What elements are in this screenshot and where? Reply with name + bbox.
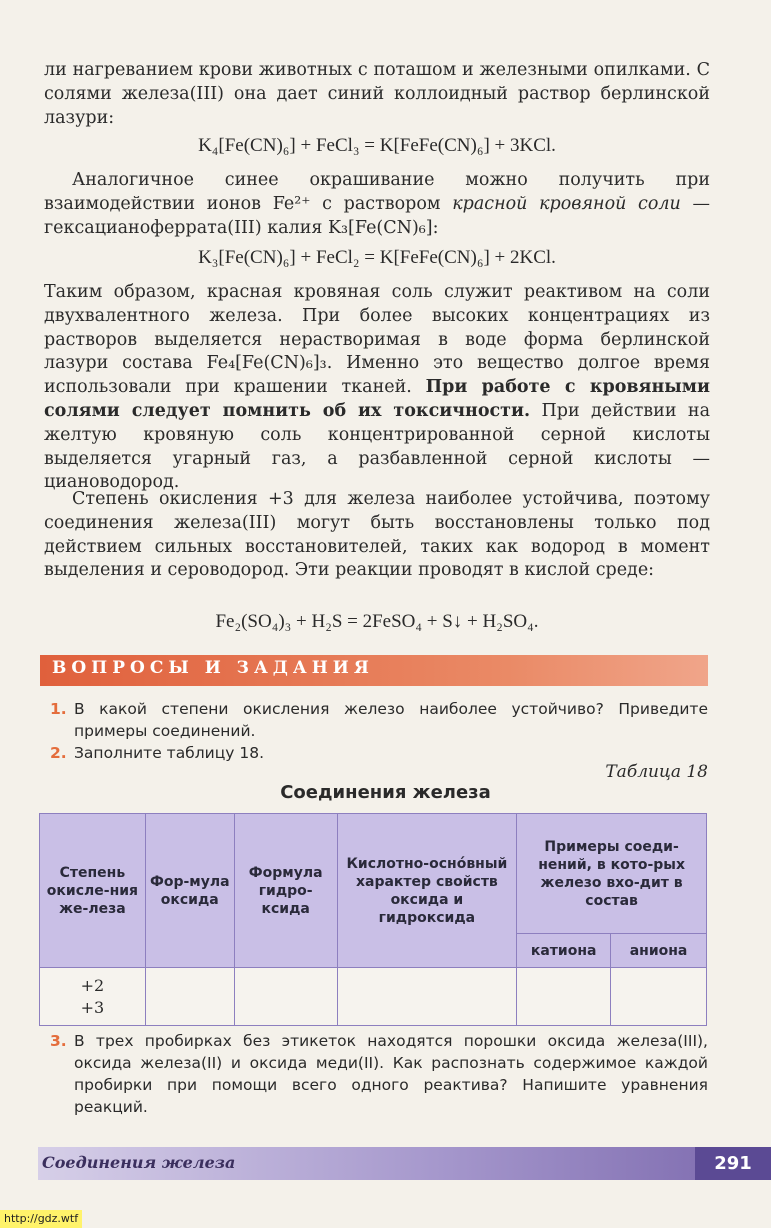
header-oxidation-state: Степень окисле-ния же-леза [40, 814, 146, 968]
paragraph-4-text: Степень окисления +3 для железа наиболее устойчива, поэтому соединения железа(III) могут быть восстановлены только под действием сильных восстановителей, таких как водород в момент выделения и сероводород. Эти реакции проводят в кислой среде: [44, 489, 710, 581]
question-1-number: 1. [50, 700, 67, 718]
compounds-table [39, 813, 707, 1026]
oxidation-state-2: +2 [80, 975, 105, 995]
header-cation: катиона [517, 934, 611, 968]
paragraph-3-part1: Таким образом, красная кровяная соль служит реактивом на соли двухвалентного железа. При более высоких концентрациях из растворов выделяется нерастворимая в воде форма берлинской лазури состава Fe₄[Fe(CN)₆]₃. Именно это вещество долгое время использовали при крашении тканей. [44, 282, 710, 398]
cell-anion [611, 968, 707, 1026]
cell-oxide-formula [145, 968, 234, 1026]
page-number: 291 [695, 1147, 771, 1180]
footer-bar [38, 1147, 771, 1180]
formula-3: Fe₂(SO₄)₃ + H₂S = 2FeSO₄ + S↓ + H₂SO₄. [215, 611, 539, 632]
paragraph-1 [44, 59, 710, 130]
oxidation-state-3: +3 [80, 997, 105, 1017]
header-examples: Примеры соеди-нений, в кото-рых железо вхо-дит в состав [517, 814, 707, 934]
cell-cation [517, 968, 611, 1026]
paragraph-4 [44, 488, 710, 583]
paragraph-3-bold: При работе с кровяными солями следует помнить об их токсичности. [44, 377, 710, 421]
question-2-text: Заполните таблицу 18. [74, 744, 265, 762]
cell-acid-base [337, 968, 517, 1026]
table-caption: Таблица 18 [605, 762, 708, 782]
question-3 [44, 1030, 708, 1118]
header-hydroxide-formula: Формула гидро-ксида [234, 814, 337, 968]
questions-list-top [44, 698, 708, 764]
formula-2: K₃[Fe(CN)₆] + FeCl₂ = K[FeFe(CN)₆] + 2KCl. [198, 247, 556, 268]
header-acid-base: Кислотно-оснóвный характер свойств оксида и гидроксида [337, 814, 517, 968]
questions-list-bottom [44, 1030, 708, 1118]
cell-oxidation-states [40, 968, 146, 1026]
header-oxide-formula: Фор-мула оксида [145, 814, 234, 968]
question-1 [44, 698, 708, 742]
paragraph-3-part2: При действии на желтую кровяную соль концентрированной серной кислоты выделяется угарный газ, а разбавленной серной кислоты — циановодород. [44, 400, 711, 493]
question-2-number: 2. [50, 744, 67, 762]
paragraph-2 [44, 169, 710, 240]
question-3-number: 3. [50, 1032, 67, 1050]
paragraph-1-text: ли нагреванием крови животных с поташом и железными опилками. С солями железа(III) она дает синий коллоидный раствор берлинской лазури: [44, 60, 710, 128]
paragraph-3 [44, 281, 710, 495]
question-2 [44, 742, 708, 764]
paragraph-2-part1: Аналогичное синее окрашивание можно получить при взаимодействии ионов Fe²⁺ с раствором [44, 170, 710, 214]
watermark-link[interactable]: http://gdz.wtf [0, 1210, 82, 1228]
header-anion: аниона [611, 934, 707, 968]
formula-1: K₄[Fe(CN)₆] + FeCl₃ = K[FeFe(CN)₆] + 3KCl. [198, 135, 556, 156]
paragraph-2-part2: — гексацианоферрата(III) калия K₃[Fe(CN)₆]: [44, 193, 710, 238]
question-1-text: В какой степени окисления железо наиболее устойчиво? Приведите примеры соединений. [74, 700, 708, 740]
cell-hydroxide-formula [234, 968, 337, 1026]
questions-banner [40, 655, 708, 686]
questions-heading: ВОПРОСЫ И ЗАДАНИЯ [52, 658, 374, 678]
paragraph-2-italic: красной кровяной соли [452, 193, 681, 214]
table-title: Соединения железа [280, 782, 491, 803]
footer-section-title: Соединения железа [42, 1153, 236, 1172]
question-3-text: В трех пробирках без этикеток находятся порошки оксида железа(III), оксида железа(II) и оксида меди(II). Как распознать содержимое каждой пробирки при помощи всего одного реактива? Напишите уравнения реакций. [74, 1032, 708, 1116]
